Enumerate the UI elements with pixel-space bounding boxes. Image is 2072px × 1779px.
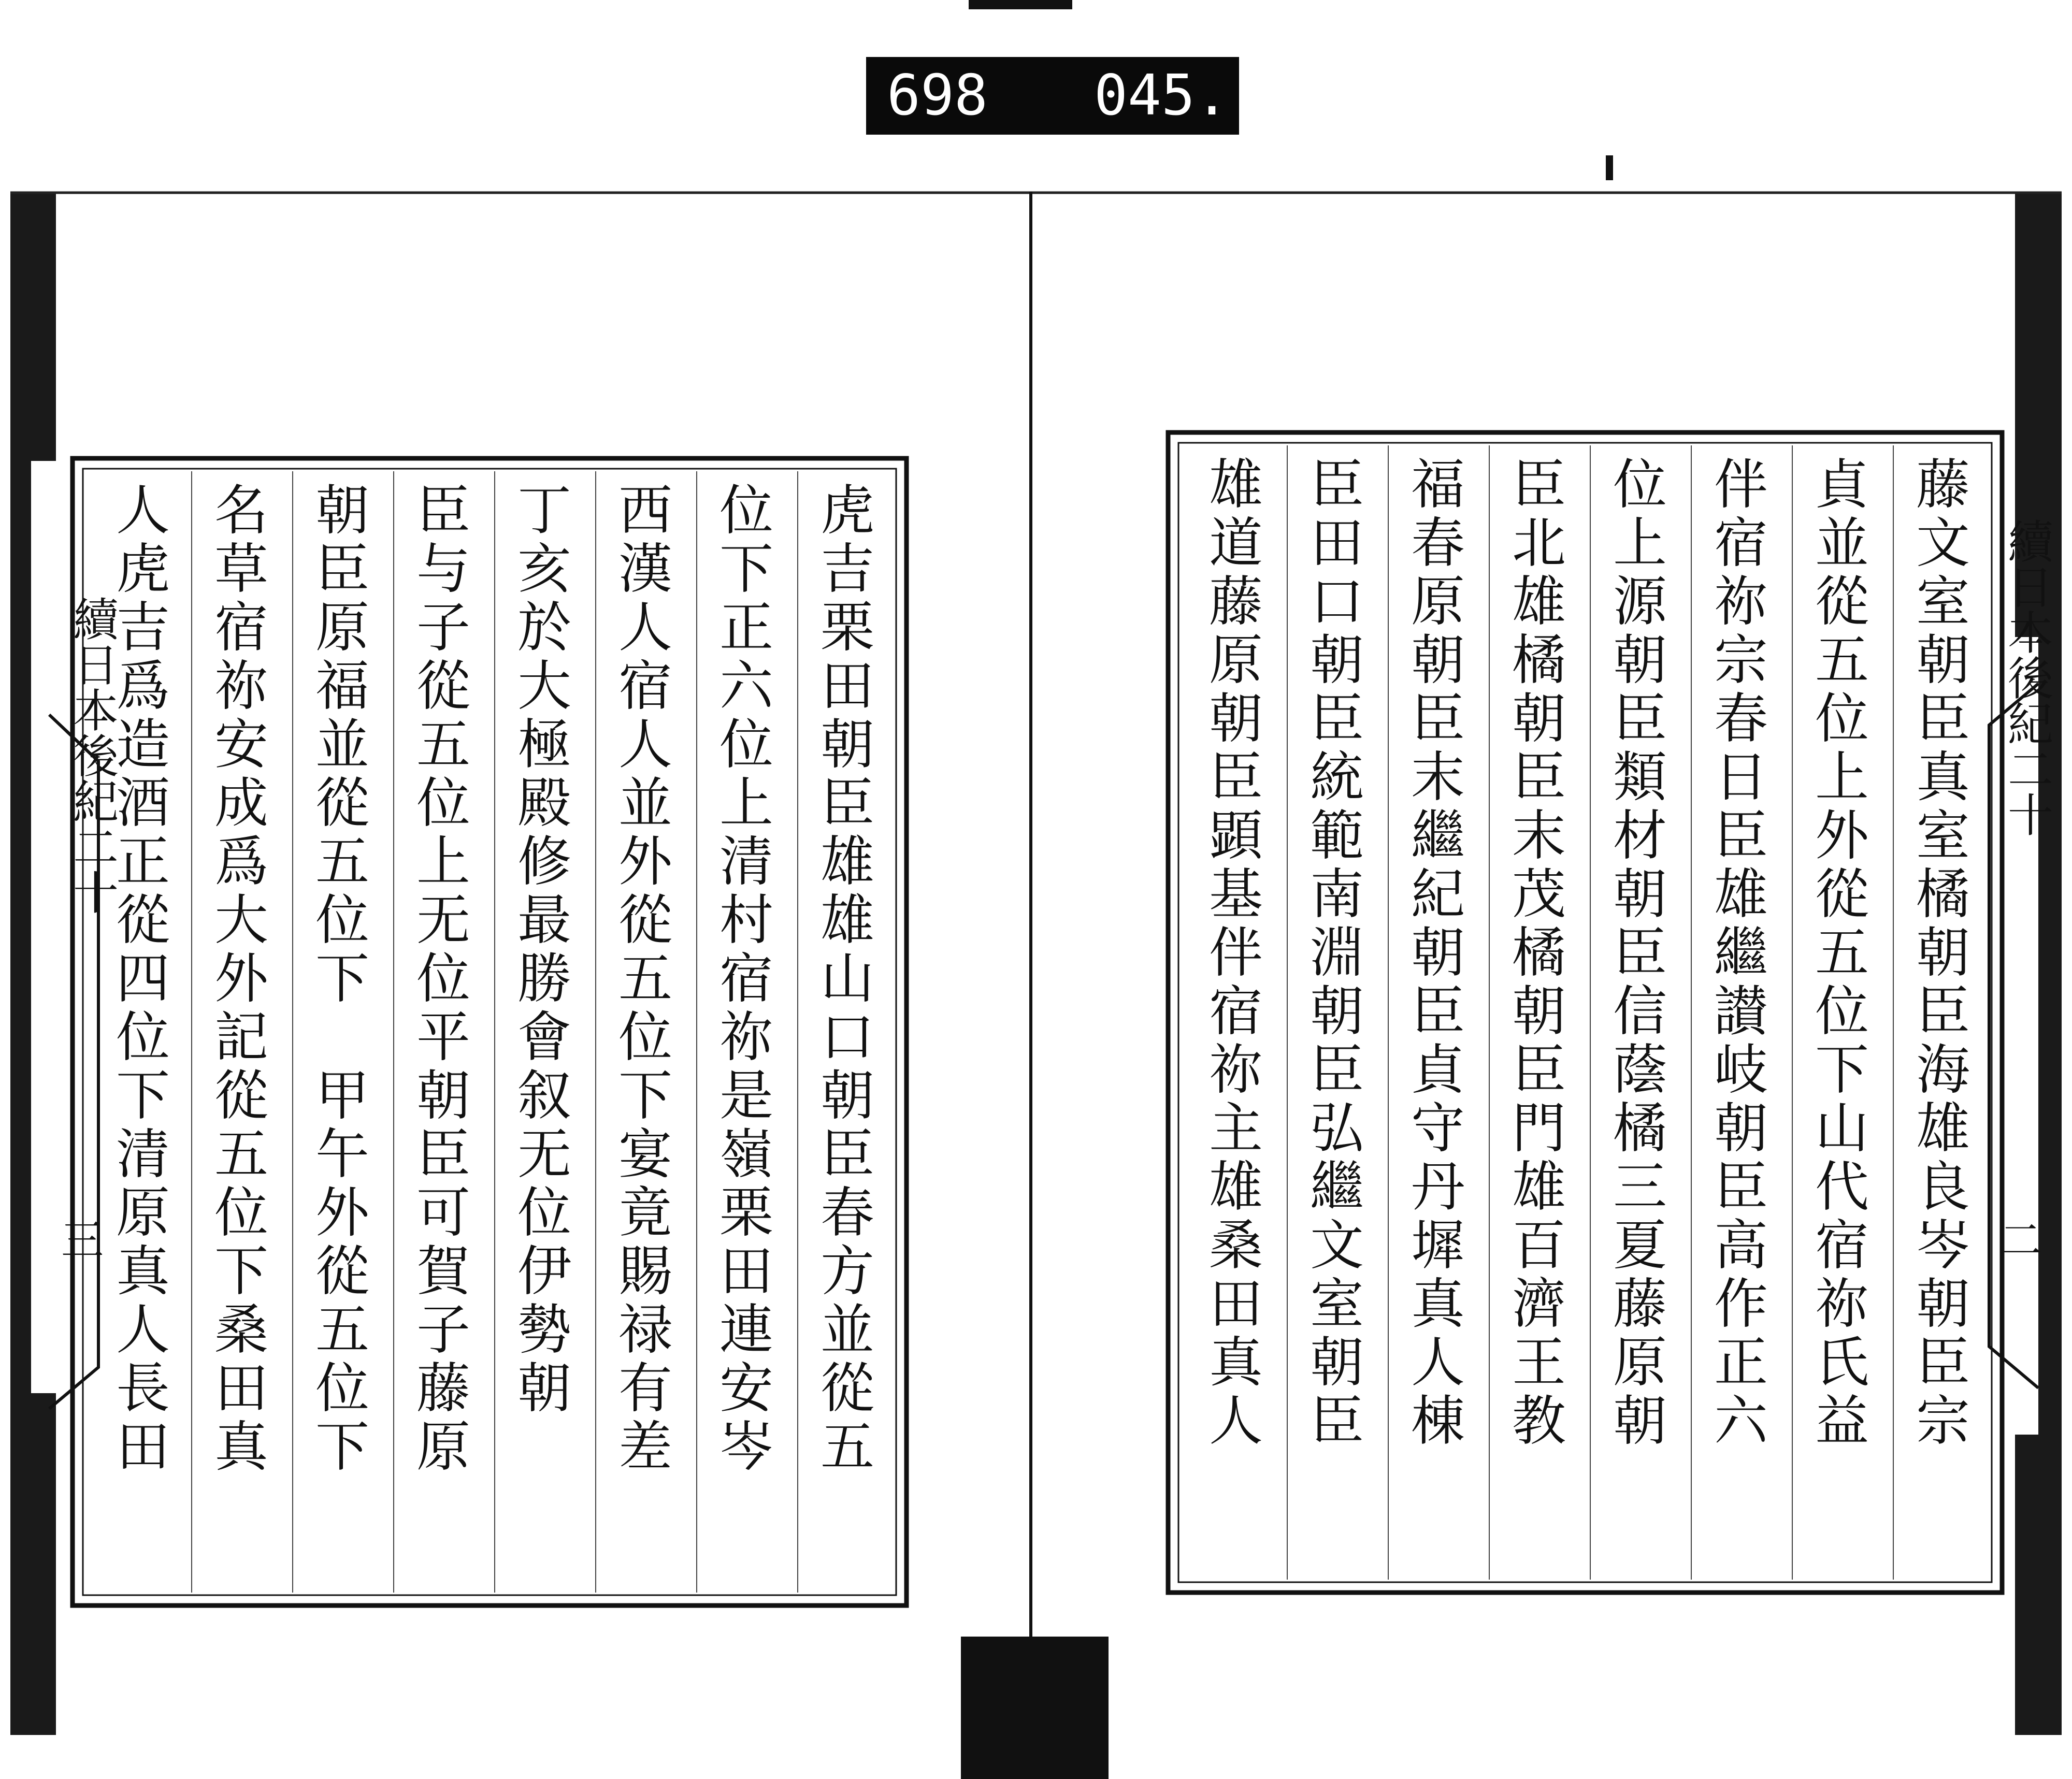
right-margin-title: 續日本後紀二十 xyxy=(2001,518,2054,837)
left-text-column: 人虎吉爲造酒正從四位下清原真人長田 xyxy=(107,482,170,1477)
left-text-column: 臣与子從五位上无位平朝臣可賀子藤原 xyxy=(407,482,470,1477)
top-edge-tick xyxy=(1606,155,1613,180)
reel-number: 698 xyxy=(887,63,988,128)
left-edge-highlight xyxy=(31,461,57,1393)
microfilm-frame-label xyxy=(866,57,1239,135)
right-text-column: 伴宿祢宗春日臣雄繼讃岐朝臣高作正六 xyxy=(1705,456,1768,1451)
right-text-column: 雄道藤原朝臣顕基伴宿祢主雄桑田真人 xyxy=(1200,456,1263,1451)
left-margin-title: 續日本後紀二十 xyxy=(66,596,119,915)
right-text-column: 位上源朝臣類材朝臣信蔭橘三夏藤原朝 xyxy=(1604,456,1667,1451)
frame-number: 045. xyxy=(1094,63,1229,128)
left-text-column: 西漢人宿人並外從五位下宴竟賜禄有差 xyxy=(609,482,672,1477)
right-text-column: 臣北雄橘朝臣末茂橘朝臣門雄百濟王教 xyxy=(1503,456,1566,1451)
top-smudge xyxy=(969,0,1072,9)
gutter-shadow xyxy=(961,1637,1109,1779)
left-text-column: 虎吉栗田朝臣雄雄山口朝臣春方並從五 xyxy=(811,482,874,1477)
right-text-column: 貞並從五位上外從五位下山代宿祢氏益 xyxy=(1806,456,1869,1451)
left-text-column: 丁亥於大極殿修最勝會叙无位伊勢朝 xyxy=(508,482,571,1418)
right-text-column: 福春原朝臣末繼紀朝臣貞守丹墀真人棟 xyxy=(1402,456,1465,1451)
left-text-column: 位下正六位上清村宿祢是嶺栗田連安岑 xyxy=(710,482,773,1477)
left-folio: 三 xyxy=(61,1216,104,1265)
right-text-column: 藤文室朝臣真室橘朝臣海雄良岑朝臣宗 xyxy=(1907,456,1970,1451)
left-text-column: 朝臣原福並從五位下 甲午外從五位下 xyxy=(306,482,369,1477)
left-text-column: 名草宿祢安成爲大外記從五位下桑田真 xyxy=(205,482,268,1477)
right-folio: 二 xyxy=(1999,1216,2042,1265)
right-text-column: 臣田口朝臣統範南淵朝臣弘繼文室朝臣 xyxy=(1301,456,1364,1451)
